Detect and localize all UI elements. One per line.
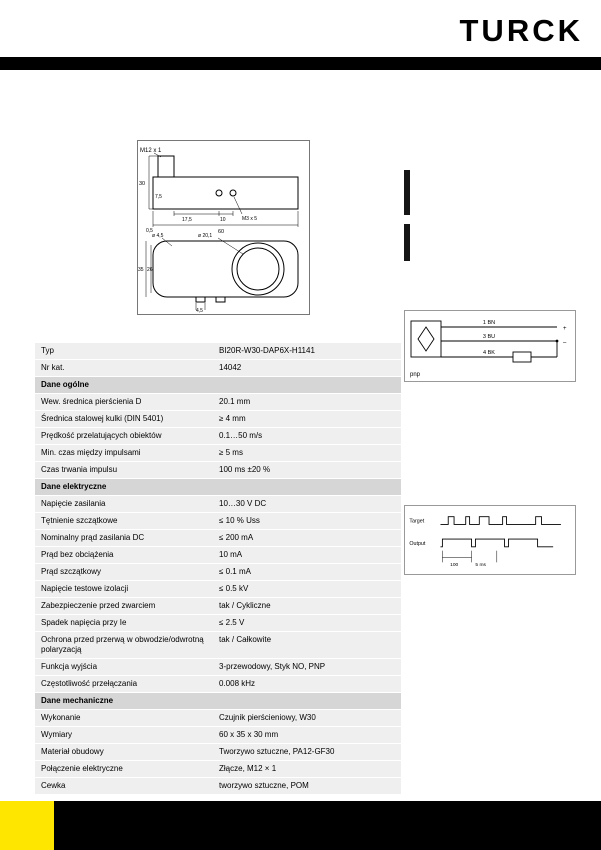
- spec-label: Nominalny prąd zasilania DC: [41, 533, 145, 542]
- spec-label: Min. czas między impulsami: [41, 448, 141, 457]
- spec-value: ≤ 0.5 kV: [219, 584, 249, 593]
- table-row: [35, 761, 401, 777]
- timing-diagram: [404, 505, 576, 575]
- dimensional-drawing-svg: [138, 141, 309, 314]
- table-row: [35, 343, 401, 359]
- spec-value: ≥ 5 ms: [219, 448, 243, 457]
- timing-diagram-svg: [405, 506, 575, 574]
- table-row: [35, 710, 401, 726]
- dim-label-thread: M12 x 1: [140, 148, 162, 154]
- spec-value: 3-przewodowy, Styk NO, PNP: [219, 662, 326, 671]
- wiring-diagram: [404, 310, 576, 382]
- spec-label: Prąd szczątkowy: [41, 567, 102, 576]
- table-row: [35, 564, 401, 580]
- header-divider-bar: [0, 57, 601, 70]
- table-row: [35, 513, 401, 529]
- spec-label: Prędkość przelatujących obiektów: [41, 431, 162, 440]
- table-row: [35, 778, 401, 794]
- dim-label-30: 30: [139, 181, 146, 187]
- timing-5ms-label: 5 ms: [475, 563, 486, 569]
- sensor-diamond-icon: [418, 327, 434, 351]
- table-row: [35, 445, 401, 461]
- table-row: [35, 428, 401, 444]
- table-row: [35, 360, 401, 376]
- spec-value: tak / Cykliczne: [219, 601, 271, 610]
- table-row: [35, 530, 401, 546]
- dim-label-7-5: 7,5: [155, 194, 162, 200]
- spec-value: 20.1 mm: [219, 397, 251, 406]
- output-type-label: pnp: [410, 372, 421, 378]
- table-row: [35, 676, 401, 692]
- dim-label-0-5: 0,5: [146, 228, 153, 234]
- ring-outer: [232, 243, 284, 295]
- spec-label: Cewka: [41, 781, 66, 790]
- body-front-view: [153, 241, 298, 297]
- spec-label: Napięcie testowe izolacji: [41, 584, 129, 593]
- table-row: [35, 496, 401, 512]
- spec-label: Typ: [41, 346, 54, 355]
- spec-value: ≥ 4 mm: [219, 414, 246, 423]
- spec-value: 10 mA: [219, 550, 243, 559]
- wire-label-bu: 3 BU: [482, 334, 496, 340]
- table-row: [35, 462, 401, 478]
- caption-strip-2: [404, 224, 410, 261]
- table-row: [35, 411, 401, 427]
- spec-value: 100 ms ±20 %: [219, 465, 271, 474]
- dim-label-4-5: 4,5: [196, 308, 203, 314]
- connector-outline: [158, 156, 174, 177]
- spec-value: tak / Całkowite: [219, 635, 272, 644]
- table-row: [35, 744, 401, 760]
- spec-label: Napięcie zasilania: [41, 499, 106, 508]
- timing-100-label: 100: [450, 563, 459, 569]
- spec-value: ≤ 10 % Uss: [219, 516, 260, 525]
- spec-label: Zabezpieczenie przed zwarciem: [41, 601, 156, 610]
- spec-value: BI20R-W30-DAP6X-H1141: [219, 346, 315, 355]
- table-section-row: [35, 377, 401, 393]
- spec-value: ≤ 2.5 V: [219, 618, 245, 627]
- mounting-hole-1: [216, 190, 222, 196]
- spec-label: Wymiary: [41, 730, 73, 739]
- table-row: [35, 615, 401, 631]
- footer-brand-square: [0, 801, 54, 850]
- spec-label: Wew. średnica pierścienia D: [41, 397, 142, 406]
- spec-label: Prąd bez obciążenia: [41, 550, 114, 559]
- table-row: [35, 394, 401, 410]
- spec-value: Tworzywo sztuczne, PA12-GF30: [219, 747, 335, 756]
- spec-label: Materiał obudowy: [41, 747, 104, 756]
- spec-value: Czujnik pierścieniowy, W30: [219, 713, 316, 722]
- dim-label-m3: M3 x 5: [242, 216, 258, 222]
- ring-inner: [237, 248, 279, 290]
- foot-2: [216, 297, 225, 302]
- dim-label-26: 26: [147, 267, 153, 273]
- spec-label: Dane ogólne: [41, 380, 90, 389]
- footer-bar: [0, 801, 601, 850]
- dim-label-17-5: 17,5: [182, 217, 192, 223]
- spec-label: Czas trwania impulsu: [41, 465, 118, 474]
- spec-value: ≤ 0.1 mA: [219, 567, 251, 576]
- turck-logo: TURCK: [459, 13, 583, 48]
- spec-table: [35, 343, 401, 795]
- output-waveform: [440, 539, 553, 547]
- table-row: [35, 659, 401, 675]
- spec-label: Dane elektryczne: [41, 482, 107, 491]
- foot-1: [196, 297, 205, 302]
- spec-value: Złącze, M12 × 1: [219, 764, 277, 773]
- target-waveform: [440, 517, 560, 525]
- spec-label: Nr kat.: [41, 363, 65, 372]
- spec-label: Połączenie elektryczne: [41, 764, 123, 773]
- spec-label: Ochrona przed przerwą w obwodzie/odwrotną polaryzacją: [41, 635, 204, 654]
- dim-label-d4-5: ø 4,5: [152, 233, 164, 239]
- spec-label: Funkcja wyjścia: [41, 662, 98, 671]
- spec-label: Dane mechaniczne: [41, 696, 114, 705]
- wire-label-bn: 1 BN: [482, 320, 496, 326]
- spec-value: 10…30 V DC: [219, 499, 267, 508]
- spec-label: Średnica stalowej kulki (DIN 5401): [41, 414, 164, 423]
- spec-label: Wykonanie: [41, 713, 81, 722]
- body-side-view: [153, 177, 298, 209]
- spec-value: tworzywo sztuczne, POM: [219, 781, 309, 790]
- dim-label-35: 35: [138, 267, 144, 273]
- spec-value: 60 x 35 x 30 mm: [219, 730, 279, 739]
- spec-label: Spadek napięcia przy Ie: [41, 618, 127, 627]
- spec-label: Częstotliwość przełączania: [41, 679, 138, 688]
- junction-dot: [556, 340, 559, 343]
- wire-label-bk: 4 BK: [483, 350, 495, 356]
- table-row: [35, 632, 401, 658]
- table-section-row: [35, 479, 401, 495]
- mounting-hole-2: [230, 190, 236, 196]
- wiring-diagram-svg: [405, 311, 575, 381]
- load-resistor: [513, 352, 531, 362]
- spec-value: ≤ 200 mA: [219, 533, 254, 542]
- spec-value: 0.1…50 m/s: [219, 431, 263, 440]
- polarity-plus: +: [563, 326, 567, 332]
- spec-value: 0.008 kHz: [219, 679, 256, 688]
- table-row: [35, 727, 401, 743]
- table-section-row: [35, 693, 401, 709]
- table-row: [35, 598, 401, 614]
- caption-strip-1: [404, 170, 410, 215]
- timing-target-label: Target: [409, 518, 425, 525]
- spec-value: 14042: [219, 363, 242, 372]
- spec-label: Tętnienie szczątkowe: [41, 516, 118, 525]
- dim-label-10: 10: [220, 217, 226, 223]
- table-row: [35, 547, 401, 563]
- polarity-minus: –: [563, 340, 567, 346]
- timing-output-label: Output: [409, 540, 426, 547]
- dim-label-d20-1: ø 20,1: [198, 233, 213, 239]
- table-row: [35, 581, 401, 597]
- dimensional-drawing: [137, 140, 310, 315]
- dim-label-60: 60: [218, 229, 225, 235]
